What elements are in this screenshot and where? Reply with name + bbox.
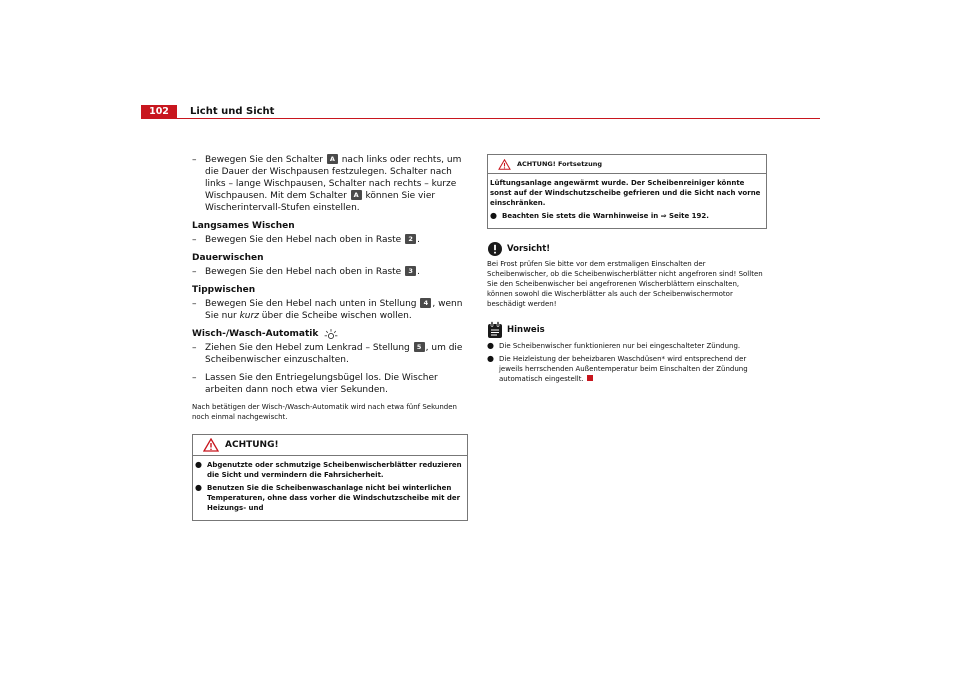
bullet-text-part: Die Heizleistung der beheizbaren Waschdüsen* wird entsprechend der jeweils herrschenden Außentemperatur beim Einschalten der Zündung automatisch eingestellt.: [498, 355, 748, 383]
heading-dauerwischen: Dauerwischen: [192, 253, 264, 263]
warning-text: Lüftungsanlage angewärmt wurde. Der Scheibenreiniger könnte sonst auf der Windschutzscheibe gefrieren und die Sicht nach vorne einschränken.: [490, 179, 761, 207]
step-dash: –: [192, 373, 197, 383]
bullet-text: Benutzen Sie die Scheibenwaschanlage nicht bei winterlichen Temperaturen, ohne dass vorher die Windschutzscheibe mit der Heizungs- und: [206, 484, 461, 512]
bulb-rays-icon: [324, 328, 338, 340]
bullet-dot: ●: [490, 211, 497, 220]
heading-tippwischen: Tippwischen: [192, 285, 256, 295]
warning-body: [488, 174, 766, 228]
list-item: [487, 354, 767, 384]
bullet-text: [499, 354, 767, 384]
warning-header: [488, 155, 766, 174]
info-paragraph: Nach betätigen der Wisch-/Wasch-Automatik wird nach etwa fünf Sekunden noch einmal nachgewischt.: [192, 403, 457, 421]
position-badge-4: 4: [420, 298, 431, 308]
position-badge-a: A: [351, 190, 362, 200]
section-end-marker: [587, 375, 593, 381]
step-text: Bewegen Sie den Hebel nach oben in Raste: [205, 235, 405, 245]
caution-header: [487, 241, 767, 257]
warning-title: ACHTUNG!: [225, 440, 279, 450]
right-column: [487, 154, 767, 387]
list-item: [195, 460, 465, 480]
note-header: [487, 321, 767, 339]
bullet-text: Die Scheibenwischer funktionieren nur bei eingeschalteter Zündung.: [498, 342, 741, 350]
caution-title: Vorsicht!: [507, 244, 551, 254]
warning-triangle-icon: [498, 159, 511, 170]
bullet-text-end: .: [706, 212, 709, 220]
step-text-italic: kurz: [239, 311, 259, 321]
step-tipp: [192, 298, 468, 322]
step-interval: [192, 154, 468, 214]
bullet-dot: ●: [195, 483, 202, 492]
step-text: Bewegen Sie den Hebel nach unten in Stellung: [205, 299, 420, 309]
warning-triangle-icon: [203, 438, 219, 452]
step-dash: –: [192, 155, 197, 165]
heading-text: Wisch-/Wasch-Automatik: [192, 329, 319, 339]
note-title: Hinweis: [507, 325, 545, 335]
position-badge-2: 2: [405, 234, 416, 244]
heading-wisch-wasch: [192, 328, 468, 340]
warning-body: [193, 456, 467, 520]
step-text: nach links oder rechts, um die Dauer der Wischpausen festzulegen. Schalter nach links – lange Wischpausen, Schalter nach rechts – kurze Wischpausen. Mit dem Schalter: [205, 155, 462, 201]
warning-continued-box: [487, 154, 767, 229]
step-text: .: [417, 267, 420, 277]
bullet-text-part: Beachten Sie stets die Warnhinweise in: [501, 212, 661, 220]
step-text: Ziehen Sie den Hebel zum Lenkrad – Stellung: [205, 343, 413, 353]
header-rule: [141, 118, 820, 119]
page-reference-link[interactable]: ⇒ Seite 192: [660, 212, 707, 220]
page-number: 102: [141, 105, 177, 119]
step-dash: –: [192, 235, 197, 245]
position-badge-5: 5: [414, 342, 425, 352]
note-body: [487, 341, 767, 384]
note-info-icon: [487, 321, 503, 339]
page-title: Licht und Sicht: [190, 106, 275, 117]
step-text: Bewegen Sie den Hebel nach oben in Raste: [205, 267, 405, 277]
step-dauer: [192, 266, 468, 278]
exclamation-circle-icon: [487, 241, 503, 257]
step-text: .: [417, 235, 420, 245]
step-text: , wenn Sie nur: [205, 299, 463, 321]
step-text: können Sie vier Wischerintervall-Stufen einstellen.: [205, 191, 436, 213]
bullet-dot: ●: [195, 460, 202, 469]
warning-header: [193, 435, 467, 456]
step-text: über die Scheibe wischen wollen.: [258, 311, 412, 321]
position-badge-3: 3: [405, 266, 416, 276]
step-wasch-2: [192, 372, 468, 396]
step-langsam: [192, 234, 468, 246]
bullet-text: [502, 211, 709, 221]
warning-box: [192, 434, 468, 521]
list-item: [490, 211, 764, 221]
bullet-text: Abgenutzte oder schmutzige Scheibenwischerblätter reduzieren die Sicht und vermindern die Fahrsicherheit.: [206, 461, 462, 479]
caution-text: Bei Frost prüfen Sie bitte vor dem erstmaligen Einschalten der Scheibenwischer, ob die Scheibenwischerblätter nicht angefroren sind! Sollten Sie den Scheibenwischer bei angefrorenen Wischerblättern einschalten, können sowohl die Wischerblätter als auch der Scheibenwischermotor beschädigt werden!: [487, 260, 763, 308]
step-wasch-1: [192, 342, 468, 366]
step-text: , um die Scheibenwischer einzuschalten.: [205, 343, 463, 365]
bullet-dot: ●: [487, 354, 494, 363]
heading-langsames-wischen: Langsames Wischen: [192, 221, 295, 231]
step-text: Bewegen Sie den Schalter: [205, 155, 326, 165]
step-text: Lassen Sie den Entriegelungsbügel los. Die Wischer arbeiten dann noch etwa vier Sekunden.: [205, 373, 438, 395]
position-badge-a: A: [327, 154, 338, 164]
bullet-dot: ●: [487, 341, 494, 350]
list-item: [195, 483, 465, 513]
step-dash: –: [192, 267, 197, 277]
step-dash: –: [192, 299, 197, 309]
step-dash: –: [192, 343, 197, 353]
left-column: [192, 154, 468, 521]
list-item: [487, 341, 767, 351]
warning-title: ACHTUNG! Fortsetzung: [517, 160, 602, 168]
